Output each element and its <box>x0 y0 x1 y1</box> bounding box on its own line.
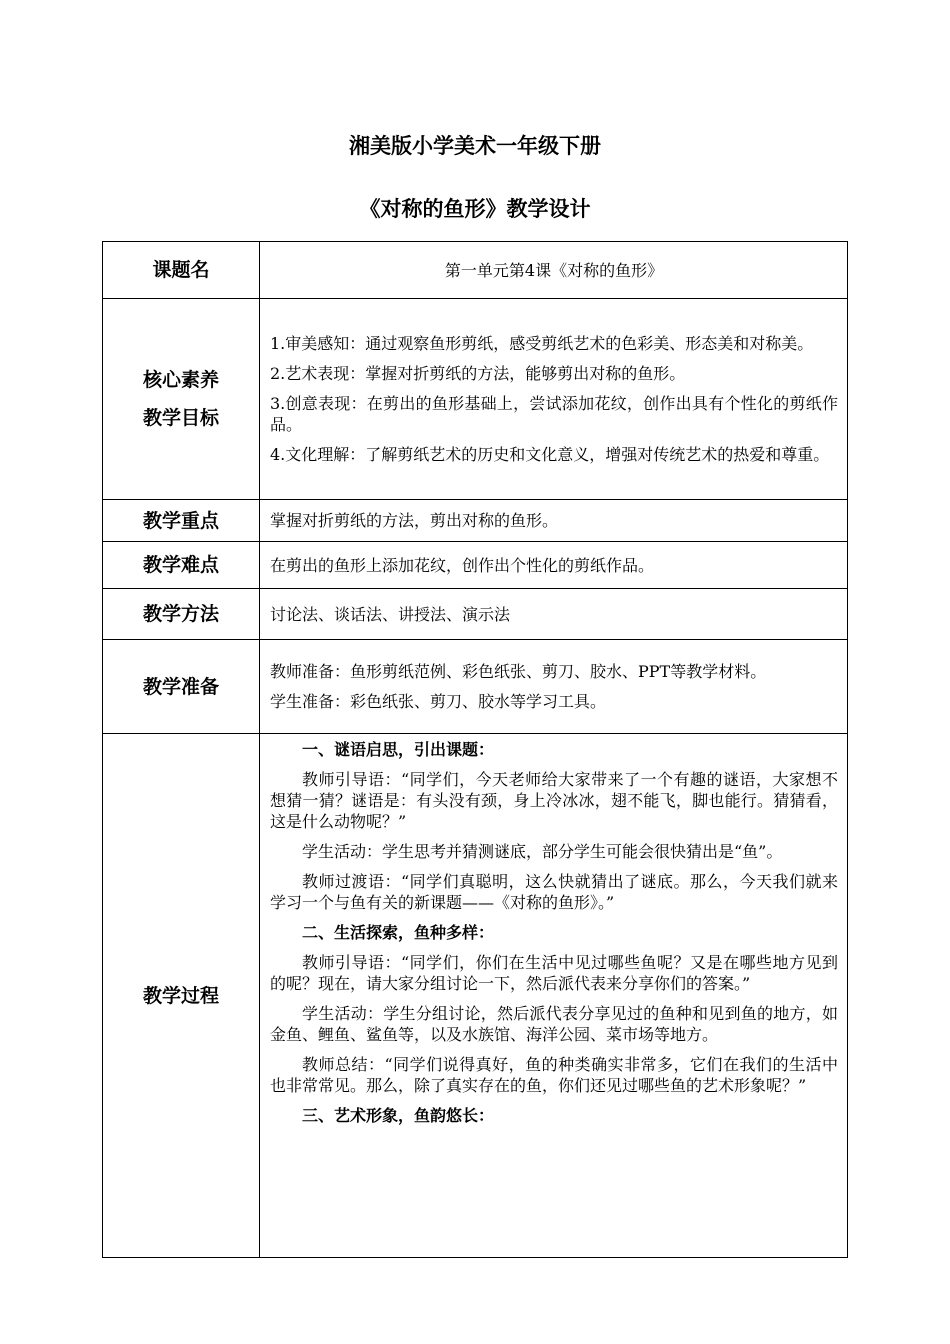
table-row-key-point <box>103 500 848 542</box>
section-heading: 一、谜语启思，引出课题： <box>302 740 495 759</box>
objective-item: 3.创意表现：在剪出的鱼形基础上，尝试添加花纹，创作出具有个性化的剪纸作品。 <box>270 393 838 434</box>
section-heading: 三、艺术形象，鱼韵悠长： <box>302 1106 495 1125</box>
section-heading: 二、生活探索，鱼种多样： <box>302 923 495 942</box>
difficulty-value: 在剪出的鱼形上添加花纹，创作出个性化的剪纸作品。 <box>260 542 848 589</box>
document-subtitle: 《对称的鱼形》教学设计 <box>359 197 591 221</box>
difficulty-label: 教学难点 <box>103 542 260 589</box>
table-row-difficulty <box>103 542 848 589</box>
process-paragraph: 教师总结：“同学们说得真好，鱼的种类确实非常多，它们在我们的生活中也非常常见。那么，除了真实存在的鱼，你们还见过哪些鱼的艺术形象呢？” <box>270 1055 838 1095</box>
objectives-label <box>103 299 260 500</box>
method-value: 讨论法、谈话法、讲授法、演示法 <box>260 589 848 640</box>
table-row-preparation <box>103 640 848 734</box>
process-paragraph: 教师引导语：“同学们，今天老师给大家带来了一个有趣的谜语，大家想不想猜一猜？谜语是：有头没有颈，身上冷冰冰，翅不能飞，脚也能行。猜猜看，这是什么动物呢？” <box>270 770 838 831</box>
student-preparation: 学生准备：彩色纸张、剪刀、胶水等学习工具。 <box>270 691 607 711</box>
objectives-content <box>260 299 848 500</box>
objective-item: 1.审美感知：通过观察鱼形剪纸，感受剪纸艺术的色彩美、形态美和对称美。 <box>270 333 814 353</box>
preparation-label: 教学准备 <box>103 640 260 734</box>
process-paragraph: 学生活动：学生思考并猜测谜底，部分学生可能会很快猜出是“鱼”。 <box>302 842 783 861</box>
objective-item: 2.艺术表现：掌握对折剪纸的方法，能够剪出对称的鱼形。 <box>270 363 686 383</box>
table-row-process <box>103 734 848 1258</box>
teacher-preparation: 教师准备：鱼形剪纸范例、彩色纸张、剪刀、胶水、PPT等教学材料。 <box>270 661 767 681</box>
process-paragraph: 学生活动：学生分组讨论，然后派代表分享见过的鱼种和见到鱼的地方，如金鱼、鲤鱼、鲨鱼等，以及水族馆、海洋公园、菜市场等地方。 <box>270 1004 838 1044</box>
process-label: 教学过程 <box>103 734 260 1258</box>
key-point-value: 掌握对折剪纸的方法，剪出对称的鱼形。 <box>260 500 848 542</box>
key-point-label: 教学重点 <box>103 500 260 542</box>
process-paragraph: 教师过渡语：“同学们真聪明，这么快就猜出了谜底。那么，今天我们就来学习一个与鱼有关的新课题——《对称的鱼形》。” <box>270 872 838 912</box>
objective-item: 4.文化理解：了解剪纸艺术的历史和文化意义，增强对传统艺术的热爱和尊重。 <box>270 444 830 464</box>
method-label: 教学方法 <box>103 589 260 640</box>
document-title: 湘美版小学美术一年级下册 <box>349 134 601 158</box>
table-row-topic <box>103 242 848 299</box>
objectives-label-line1: 核心素养 <box>142 369 219 391</box>
process-paragraph: 教师引导语：“同学们，你们在生活中见过哪些鱼呢？又是在哪些地方见到的呢？现在，请大家分组讨论一下，然后派代表来分享你们的答案。” <box>270 953 838 993</box>
process-content <box>260 734 848 1258</box>
table-row-method <box>103 589 848 640</box>
topic-label: 课题名 <box>103 242 260 299</box>
table-row-objectives <box>103 299 848 500</box>
objectives-label-line2: 教学目标 <box>142 407 219 429</box>
lesson-plan-table <box>102 241 848 1258</box>
preparation-content <box>260 640 848 734</box>
topic-value: 第一单元第4课《对称的鱼形》 <box>260 242 848 299</box>
